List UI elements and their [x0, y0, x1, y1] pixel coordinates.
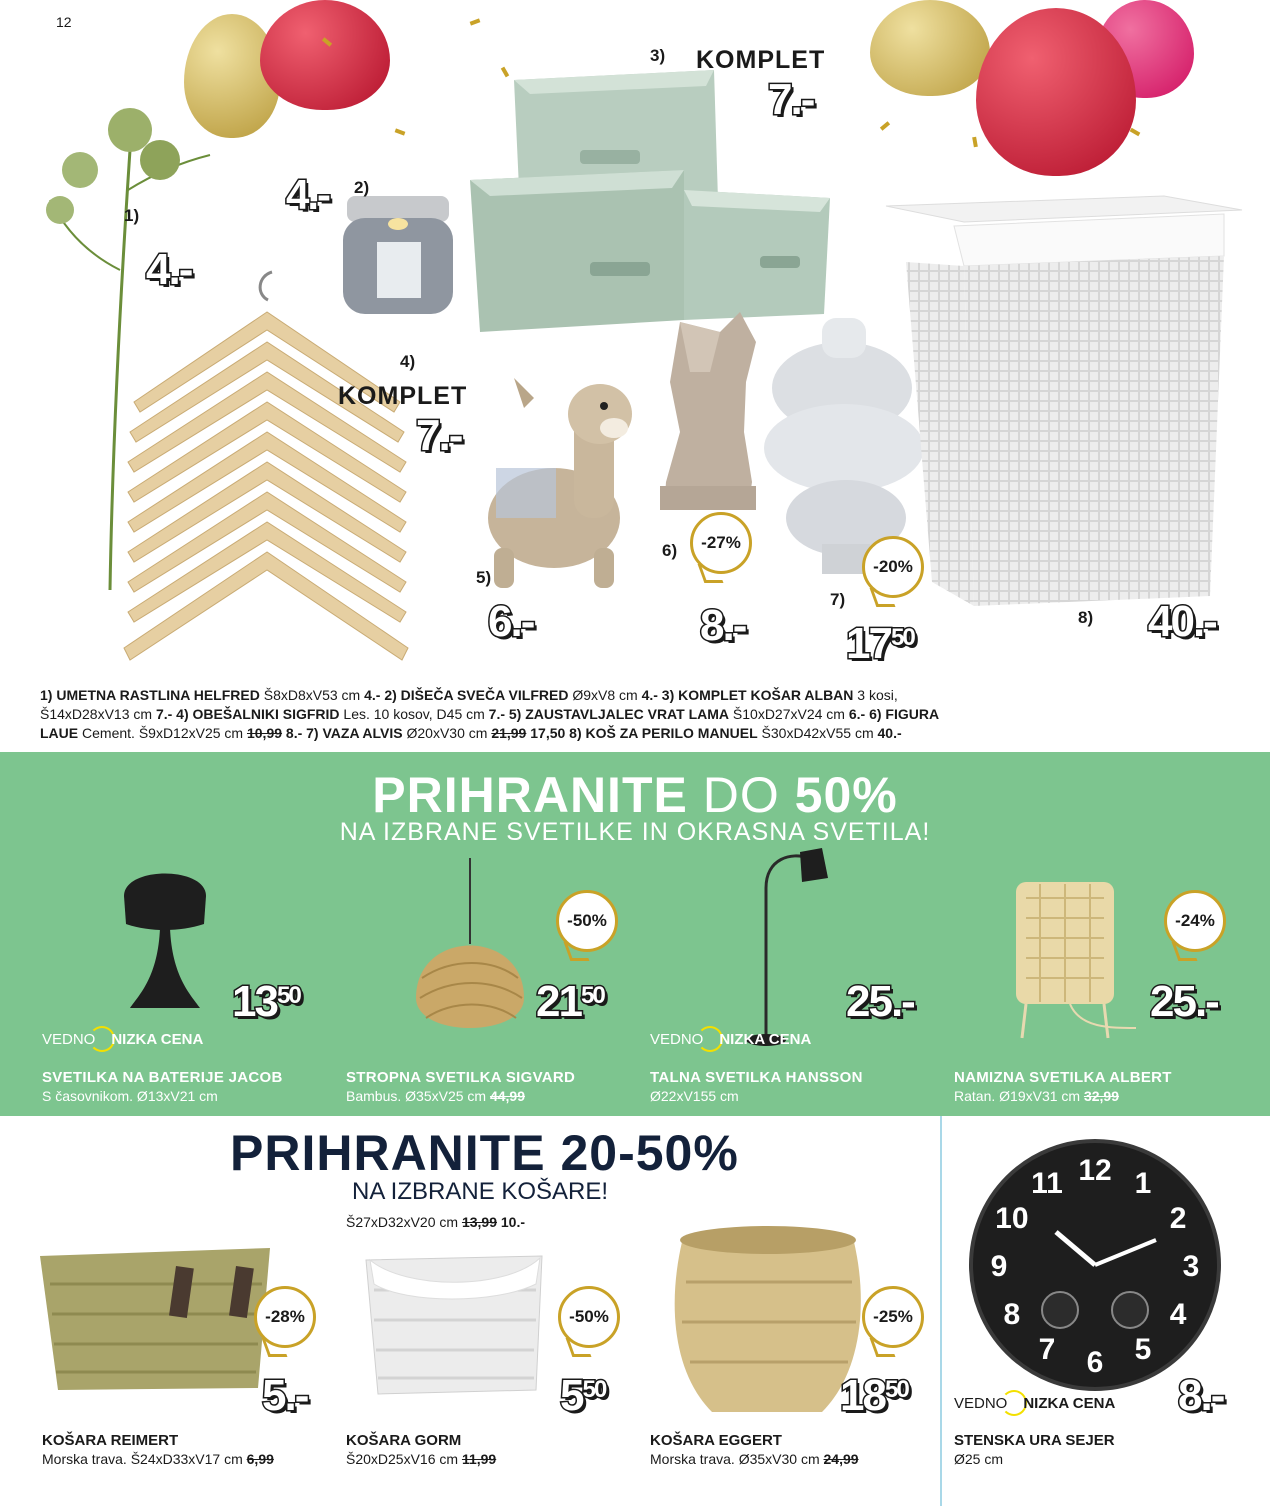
item-number-8: 8)	[1078, 608, 1094, 627]
lamp-4-desc	[954, 1088, 1119, 1104]
baskets-headline: PRIHRANITE 20-50%	[230, 1125, 739, 1181]
basket-3-discount-badge: -25%	[862, 1286, 924, 1348]
basket-1-old-price: 6,99	[246, 1451, 274, 1467]
desc-old-price: 21,99	[491, 725, 527, 741]
seagrass-basket-image	[40, 1244, 280, 1394]
lamp-2-name: STROPNA SVETILKA SIGVARD	[346, 1069, 576, 1086]
baskets-size-line	[346, 1214, 525, 1230]
size-text: Š27xD32xV20 cm	[346, 1214, 459, 1230]
lamp-1-price	[232, 977, 300, 1026]
lamp-4-old-price: 32,99	[1083, 1088, 1119, 1104]
komplet-label-4: KOMPLET	[338, 382, 468, 410]
vedno-text: VEDNO	[42, 1030, 96, 1048]
basket-1-desc	[42, 1451, 274, 1467]
clock-number: 4	[1169, 1298, 1187, 1331]
vedno-text: VEDNO	[650, 1030, 704, 1048]
size-old-price: 13,99	[461, 1214, 497, 1230]
desc-bold-segment: 4.- 3) KOMPLET KOŠAR ALBAN	[641, 687, 854, 703]
desc-bold-segment: 1) UMETNA RASTLINA HELFRED	[40, 687, 260, 703]
round-seagrass-basket-image	[672, 1222, 862, 1422]
lamp-2-price-int: 21	[536, 977, 581, 1026]
lamp-4-name: NAMIZNA SVETILKA ALBERT	[954, 1069, 1172, 1086]
section-divider	[940, 1116, 942, 1506]
gold-balloon-right	[870, 0, 990, 96]
basket-1-price: 5.-	[262, 1371, 308, 1420]
nizka-cena-text: NIZKA CENA	[111, 1030, 204, 1048]
lamp-1-name: SVETILKA NA BATERIJE JACOB	[42, 1069, 283, 1086]
basket-3-price-dec: 50	[884, 1376, 908, 1403]
basket-2-name: KOŠARA GORM	[346, 1432, 462, 1449]
lamp-4-desc-text: Ratan. Ø19xV31 cm	[954, 1088, 1081, 1104]
price-item-7-dec: 50	[890, 624, 914, 651]
desc-bold-segment: 7.- 5) ZAUSTAVLJALEC VRAT LAMA	[488, 706, 730, 722]
lamps-headline-pct: 50%	[794, 767, 898, 823]
basket-3-desc-text: Morska trava. Ø35xV30 cm	[650, 1451, 820, 1467]
item-number-7: 7)	[830, 590, 846, 609]
lamp-2-discount-badge: -50%	[556, 890, 618, 952]
clock-number: 11	[1031, 1166, 1063, 1200]
always-low-price-label-clock	[954, 1390, 1115, 1416]
desc-old-price: 10,99	[246, 725, 283, 741]
lamp-1-price-int: 13	[232, 977, 277, 1026]
confetti	[972, 137, 978, 148]
lamps-headline	[0, 766, 1270, 824]
desc-bold-segment: 17,50 8) KOŠ ZA PERILO MANUEL	[526, 725, 758, 741]
item-number-1: 1)	[124, 206, 140, 225]
clock-number: 12	[1078, 1154, 1112, 1187]
item-number-3: 3)	[650, 46, 666, 65]
lamp-2-price	[536, 977, 604, 1026]
red-balloon-left	[260, 0, 390, 110]
wooden-hangers-image	[122, 272, 412, 672]
clock-number: 3	[1182, 1250, 1200, 1283]
confetti	[470, 18, 481, 25]
discount-badge-7: -20%	[862, 536, 924, 598]
desc-text-segment: Ø9xV8 cm	[568, 687, 642, 703]
cement-figure-image	[660, 312, 760, 522]
price-item-1: 4.-	[146, 245, 192, 294]
desc-text-segment: Les. 10 kosov, D45 cm	[339, 706, 489, 722]
basket-2-price-dec: 50	[582, 1376, 606, 1403]
llama-door-stopper-image	[474, 358, 644, 598]
clock-price: 8.-	[1178, 1371, 1224, 1420]
clock-desc: Ø25 cm	[954, 1451, 1004, 1467]
page-number: 12	[56, 14, 72, 30]
lamp-1-price-dec: 50	[276, 982, 300, 1009]
item-number-4: 4)	[400, 352, 416, 371]
price-item-8: 40.-	[1148, 597, 1216, 646]
basket-2-desc	[346, 1451, 496, 1467]
basket-1-desc-text: Morska trava. Š24xD33xV17 cm	[42, 1451, 243, 1467]
floor-lamp-image	[742, 848, 842, 1048]
clock-number: 2	[1169, 1202, 1187, 1235]
desc-text-segment: 3 kosi, Š14xD28xV13 cm	[40, 687, 898, 722]
lamps-headline-bold: PRIHRANITE	[372, 767, 688, 823]
price-item-4: 7.-	[416, 411, 462, 460]
basket-3-old-price: 24,99	[823, 1451, 859, 1467]
wall-clock-image	[970, 1140, 1220, 1390]
desc-text-segment: Š8xD8xV53 cm	[259, 687, 365, 703]
confetti	[395, 128, 406, 135]
desc-bold-segment: 8.- 7) VAZA ALVIS	[282, 725, 403, 741]
clock-number: 7	[1038, 1333, 1056, 1367]
clock-number: 9	[990, 1250, 1008, 1283]
rattan-table-lamp-image	[1010, 878, 1140, 1038]
lamp-3-price: 25.-	[846, 977, 914, 1026]
desc-text-segment: Š10xD27xV24 cm	[729, 706, 849, 722]
basket-2-old-price: 11,99	[461, 1451, 497, 1467]
price-item-2: 4.-	[286, 171, 330, 218]
basket-2-price	[560, 1371, 606, 1420]
lamp-2-price-dec: 50	[580, 982, 604, 1009]
basket-3-desc	[650, 1451, 859, 1467]
lamp-3-desc: Ø22xV155 cm	[650, 1088, 739, 1104]
desc-text-segment: Š30xD42xV55 cm	[757, 725, 878, 741]
lamp-4-price: 25.-	[1150, 977, 1218, 1026]
desc-bold-segment: 40.-	[877, 725, 902, 741]
basket-1-discount-badge: -28%	[254, 1286, 316, 1348]
nizka-cena-text: NIZKA CENA	[719, 1030, 812, 1048]
lamp-2-old-price: 44,99	[489, 1088, 525, 1104]
basket-3-price	[840, 1371, 908, 1420]
desc-text-segment: Ø20xV30 cm	[402, 725, 492, 741]
clock-name: STENSKA URA SEJER	[954, 1432, 1115, 1449]
confetti	[880, 121, 890, 130]
desc-bold-segment: 7.- 4) OBEŠALNIKI SIGFRID	[155, 706, 340, 722]
item-number-5: 5)	[476, 568, 492, 587]
vedno-text: VEDNO	[954, 1394, 1008, 1412]
baskets-subline: NA IZBRANE KOŠARE!	[352, 1178, 609, 1205]
price-item-6: 8.-	[700, 601, 746, 650]
nizka-cena-text: NIZKA CENA	[1023, 1394, 1116, 1412]
price-item-5: 6.-	[488, 597, 534, 646]
lamps-headline-light: DO	[687, 767, 795, 823]
lamp-4-discount-badge: -24%	[1164, 890, 1226, 952]
item-number-6: 6)	[662, 541, 678, 560]
laundry-basket-image	[884, 196, 1244, 616]
clock-number: 6	[1086, 1346, 1104, 1379]
basket-3-name: KOŠARA EGGERT	[650, 1432, 782, 1449]
desc-bold-segment: 4.- 2) DIŠEČA SVEČA VILFRED	[364, 687, 569, 703]
clock-number: 1	[1134, 1166, 1152, 1200]
lamp-2-desc	[346, 1088, 525, 1104]
lamps-subline: NA IZBRANE SVETILKE IN OKRASNA SVETILA!	[339, 818, 931, 846]
always-low-price-label-1	[42, 1026, 203, 1052]
price-item-3: 7.-	[768, 75, 814, 124]
always-low-price-label-3	[650, 1026, 811, 1052]
battery-lamp-image	[120, 866, 210, 1016]
price-item-7	[846, 619, 914, 668]
basket-3-price-int: 18	[840, 1371, 885, 1420]
clock-number: 10	[995, 1202, 1029, 1235]
item-number-2: 2)	[354, 178, 370, 197]
product-descriptions	[40, 686, 970, 743]
basket-2-discount-badge: -50%	[558, 1286, 620, 1348]
lamp-1-desc: S časovnikom. Ø13xV21 cm	[42, 1088, 218, 1104]
clock-number: 8	[1003, 1298, 1021, 1331]
lamp-2-desc-text: Bambus. Ø35xV25 cm	[346, 1088, 487, 1104]
desc-text-segment: Cement. Š9xD12xV25 cm	[78, 725, 247, 741]
discount-badge-6: -27%	[690, 512, 752, 574]
lamp-3-name: TALNA SVETILKA HANSSON	[650, 1069, 863, 1086]
price-item-7-int: 17	[846, 619, 891, 668]
basket-1-name: KOŠARA REIMERT	[42, 1432, 179, 1449]
confetti	[1130, 128, 1141, 136]
clock-number: 5	[1134, 1333, 1152, 1367]
desc-bold-segment: 6.- 6) FIGURA LAUE	[40, 706, 939, 741]
white-wicker-basket-image	[366, 1250, 546, 1400]
size-new-price: 10.-	[500, 1214, 526, 1230]
komplet-label-3: KOMPLET	[696, 46, 826, 74]
basket-2-desc-text: Š20xD25xV16 cm	[346, 1451, 459, 1467]
bamboo-pendant-lamp-image	[412, 858, 532, 1038]
basket-2-price-int: 5	[560, 1371, 583, 1420]
